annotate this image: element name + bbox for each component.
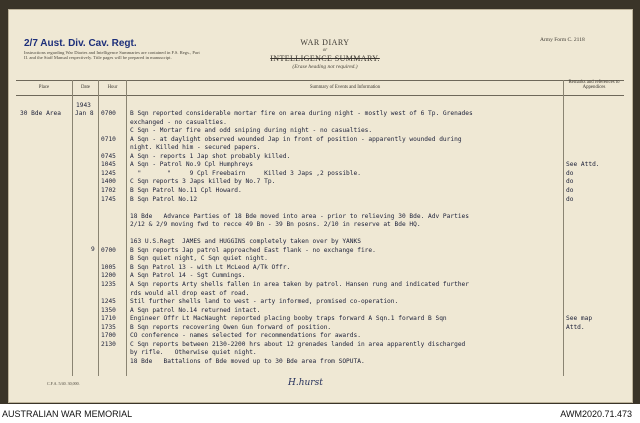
date-9: 9 <box>91 246 95 253</box>
entry-hour: 1400 <box>101 178 116 186</box>
entry-hour: 1005 <box>101 263 116 271</box>
entry-hour: 1045 <box>101 161 116 169</box>
entry-text: B Sqn reports recovering Owen Gun forward of position. <box>130 323 332 331</box>
unit-stamp: 2/7 Aust. Div. Cav. Regt. <box>24 38 137 49</box>
entry-hour: 0700 <box>101 246 116 254</box>
form-or: or <box>322 48 328 53</box>
entry-text: exchanged - no casualties. <box>130 118 227 126</box>
entry-hour: 2130 <box>101 340 116 348</box>
entry-text: A Sqn - at daylight observed wounded Jap in front of position - apparently wounded during <box>130 135 462 143</box>
entry-hour: 0710 <box>101 135 116 143</box>
entry-hour: 0745 <box>101 152 116 160</box>
entry-hour: 1745 <box>101 195 116 203</box>
entry-text: A Sqn patrol No.14 returned intact. <box>130 306 261 314</box>
entry-text: 163 U.S.Regt JAMES and HUGGINS completely taken over by YANKS <box>130 238 361 246</box>
column-header-remarks: Remarks and references to Appendices <box>568 80 620 91</box>
date-year: 1943 <box>76 102 91 109</box>
entry-text: A Sqn Patrol 14 - Sgt Cummings. <box>130 272 246 280</box>
entry-hour: 1245 <box>101 169 116 177</box>
footer-institution: AUSTRALIAN WAR MEMORIAL <box>2 409 133 419</box>
entry-hour: 1350 <box>101 306 116 314</box>
entry-hour: 0700 <box>101 110 116 117</box>
form-summary-title: INTELLIGENCE SUMMARY. <box>270 54 380 63</box>
entry-text: rds would all drop east of road. <box>130 289 250 297</box>
entry-text: " " 9 Cpl Freebairn Killed 3 Japs ,2 possible. <box>130 169 361 177</box>
entry-hour: 1702 <box>101 186 116 194</box>
column-divider-summary <box>563 80 564 376</box>
entry-text: B Sqn reports Jap patrol approached East flank - no exchange fire. <box>130 246 376 254</box>
entry-text: A Sqn reports Arty shells fallen in area taken by patrol. Hansen rung and indicated further <box>130 281 469 288</box>
entry-text: by rifle. Otherwise quiet night. <box>130 349 257 357</box>
entry-hour: 1200 <box>101 272 116 280</box>
entry-text: B Sqn Patrol No.11 Cpl Howard. <box>130 186 242 194</box>
entry-text: 2/12 & 2/9 moving fwd to recce 49 Bn - 39 Bn posns. 2/10 in reserve at Bde HQ. <box>130 221 421 229</box>
entry-remark: do <box>566 186 574 194</box>
signature: H.hurst <box>288 378 323 388</box>
table-header-rule <box>16 95 624 96</box>
entry-text: B Sqn quiet night, C Sqn quiet night. <box>130 255 268 263</box>
column-header-place: Place <box>38 85 50 90</box>
table-top-rule <box>16 80 624 81</box>
entry-text: 18 Bde Battalions of Bde moved up to 30 Bde area from SOPUTA. <box>130 357 365 365</box>
entry-text: A Sqn - Patrol No.9 Cpl Humphreys <box>130 161 253 169</box>
entry-text: 18 Bde Advance Parties of 18 Bde moved into area - prior to relieving 30 Bde. Adv Parties <box>130 212 469 220</box>
entry-text: night. Killed him - secured papers. <box>130 144 261 152</box>
column-divider-place <box>72 80 73 376</box>
entry-text: C Sqn - Mortar fire and odd sniping during night - no casualties. <box>130 127 373 135</box>
form-code: C.F.A. 5/40. 30,000. <box>47 381 80 386</box>
entry-remark: do <box>566 169 574 177</box>
entry-remark: do <box>566 195 574 203</box>
footer-accession-number: AWM2020.71.473 <box>560 409 632 419</box>
entry-text: B Sqn Patrol 13 - with Lt McLeod A/Tk Offr. <box>130 263 291 271</box>
entry-remark: do <box>566 178 574 186</box>
entry-text: B Sqn reported considerable mortar fire on area during night - mostly west of 6 Tp. Grenades <box>130 110 473 117</box>
instructions-text: Instructions regarding War Diaries and Intelligence Summaries are contained in F.S. Regs., Part II. and the Staff Manual respectively. Title pages will be prepared in manuscript. <box>24 50 200 61</box>
column-header-date: Date <box>80 85 91 90</box>
entry-remark: See Attd. <box>566 161 600 169</box>
column-header-summary: Summary of Events and Information <box>309 85 381 90</box>
entry-hour: 1700 <box>101 332 116 340</box>
army-form-number: Army Form C. 2118 <box>540 37 585 43</box>
entry-text: C Sqn reports 3 Japs killed by No.7 Tp. <box>130 178 276 186</box>
entry-text: B Sqn Patrol No.12 <box>130 195 198 203</box>
entry-text: Stil further shells land to west - arty informed, promised co-operation. <box>130 298 399 306</box>
date-jan-8: Jan 8 <box>75 110 94 117</box>
entry-remark: Attd. <box>566 323 585 331</box>
entry-text: A Sqn - reports 1 Jap shot probably killed. <box>130 152 291 160</box>
entry-hour: 1235 <box>101 281 116 288</box>
column-divider-date <box>98 80 99 376</box>
entry-hour: 1735 <box>101 323 116 331</box>
column-header-hour: Hour <box>107 85 118 90</box>
entry-text: Engineer Offr Lt MacNaught reported placing booby traps forward A Sqn.1 forward B Sqn <box>130 315 447 323</box>
form-erase-note: (Erase heading not required.) <box>292 64 358 70</box>
entry-hour: 1245 <box>101 298 116 306</box>
entry-hour: 1710 <box>101 315 116 323</box>
form-title: WAR DIARY <box>300 38 350 47</box>
entry-remark: See map <box>566 315 593 323</box>
entry-text: C Sqn reports between 2130-2200 hrs about 12 grenades landed in area apparently discharged <box>130 340 466 348</box>
column-divider-hour <box>126 80 127 376</box>
place-cell: 30 Bde Area <box>20 110 61 117</box>
entry-text: CO conference - names selected for recommendations for awards. <box>130 332 361 340</box>
